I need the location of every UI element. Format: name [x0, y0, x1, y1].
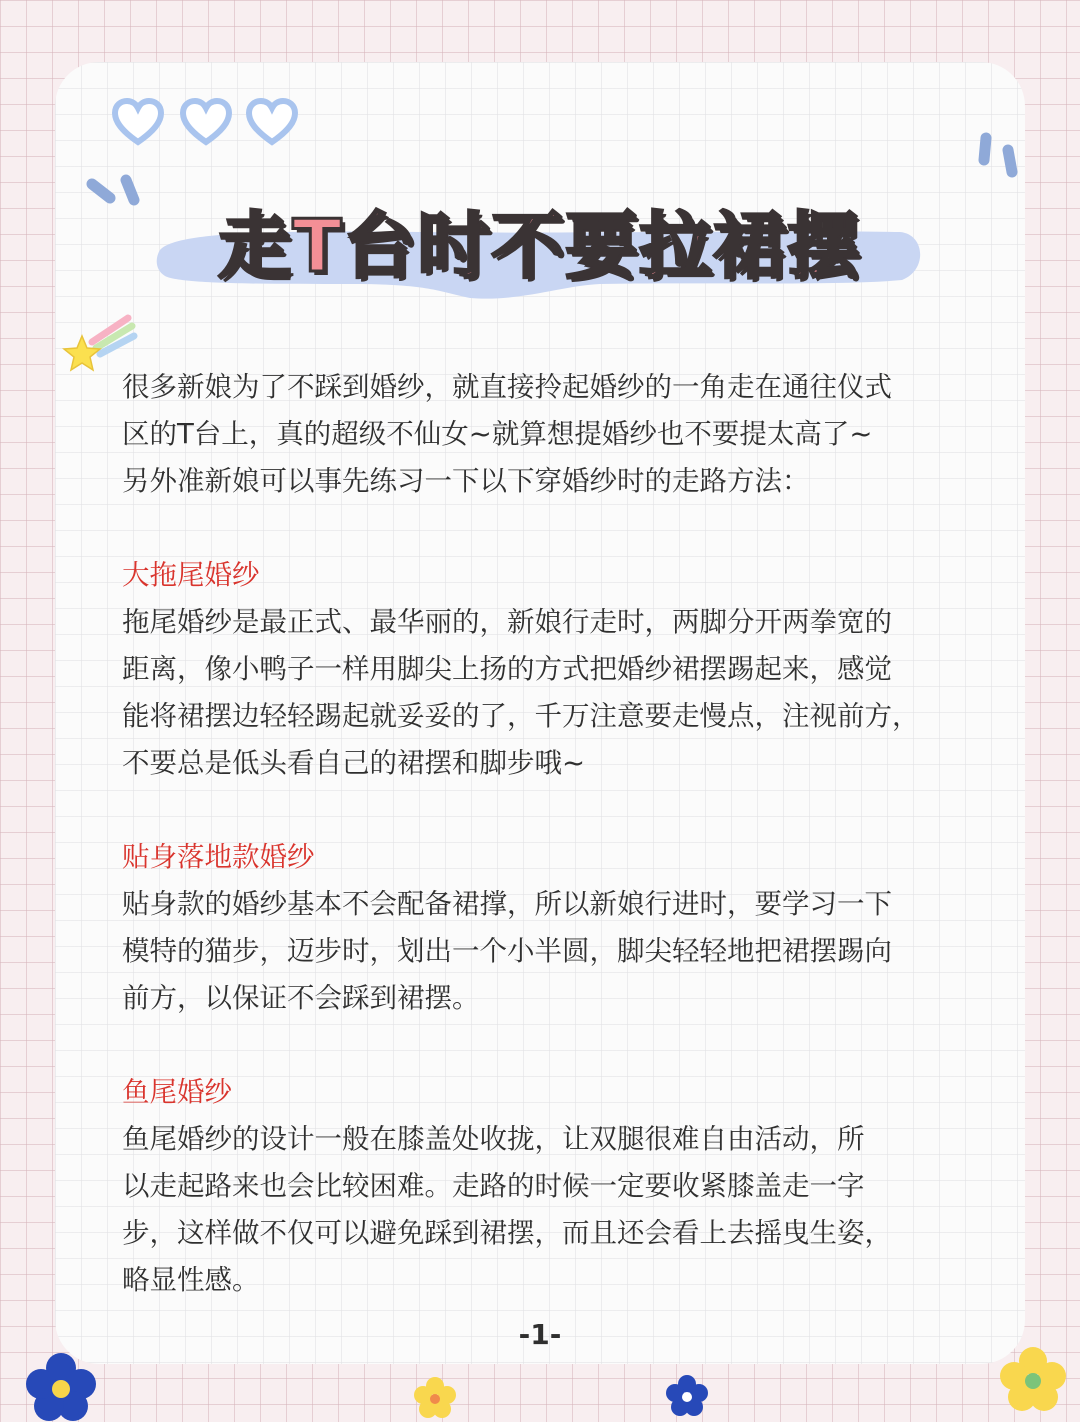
section-heading: 大拖尾婚纱	[122, 559, 260, 591]
intro-line: 区的T台上，真的超级不仙女~就算想提婚纱也不要提太高了~	[122, 418, 873, 450]
flower-icon	[20, 1348, 102, 1422]
section-line: 能将裙摆边轻轻踢起就妥妥的了，千万注意要走慢点，注视前方，	[122, 700, 920, 732]
article-body	[122, 364, 982, 1304]
section-line: 前方，以保证不会踩到裙摆。	[122, 982, 480, 1014]
intro-line: 另外准新娘可以事先练习一下以下穿婚纱时的走路方法：	[122, 465, 810, 497]
section-heading: 鱼尾婚纱	[122, 1076, 232, 1108]
dash-mark-icon	[974, 128, 1030, 184]
hearts-decoration	[112, 98, 302, 148]
intro-line: 很多新娘为了不踩到婚纱，就直接拎起婚纱的一角走在通往仪式	[122, 371, 892, 403]
section-line: 拖尾婚纱是最正式、最华丽的，新娘行走时，两脚分开两拳宽的	[122, 606, 892, 638]
section-line: 步，这样做不仅可以避免踩到裙摆，而且还会看上去摇曳生姿，	[122, 1217, 892, 1249]
flower-icon	[410, 1374, 460, 1420]
title-banner	[0, 178, 1080, 308]
flower-icon	[662, 1372, 712, 1418]
section-line: 距离，像小鸭子一样用脚尖上扬的方式把婚纱裙摆踢起来，感觉	[122, 653, 892, 685]
heart-icon	[183, 101, 229, 142]
heart-icon	[249, 101, 295, 142]
heart-icon	[115, 101, 161, 142]
section-line: 不要总是低头看自己的裙摆和脚步哦~	[122, 747, 586, 779]
page-title: 走T台时不要拉裙摆	[218, 204, 862, 288]
section-heading: 贴身落地款婚纱	[122, 841, 315, 873]
section-line: 贴身款的婚纱基本不会配备裙撑，所以新娘行进时，要学习一下	[122, 888, 892, 920]
section-line: 鱼尾婚纱的设计一般在膝盖处收拢，让双腿很难自由活动，所	[122, 1123, 865, 1155]
flower-icon	[996, 1344, 1070, 1414]
section-line: 模特的猫步，迈步时，划出一个小半圆，脚尖轻轻地把裙摆踢向	[122, 935, 892, 967]
page-number: -1-	[518, 1318, 562, 1351]
section-line: 略显性感。	[122, 1264, 260, 1296]
section-line: 以走起路来也会比较困难。走路的时候一定要收紧膝盖走一字	[122, 1170, 865, 1202]
